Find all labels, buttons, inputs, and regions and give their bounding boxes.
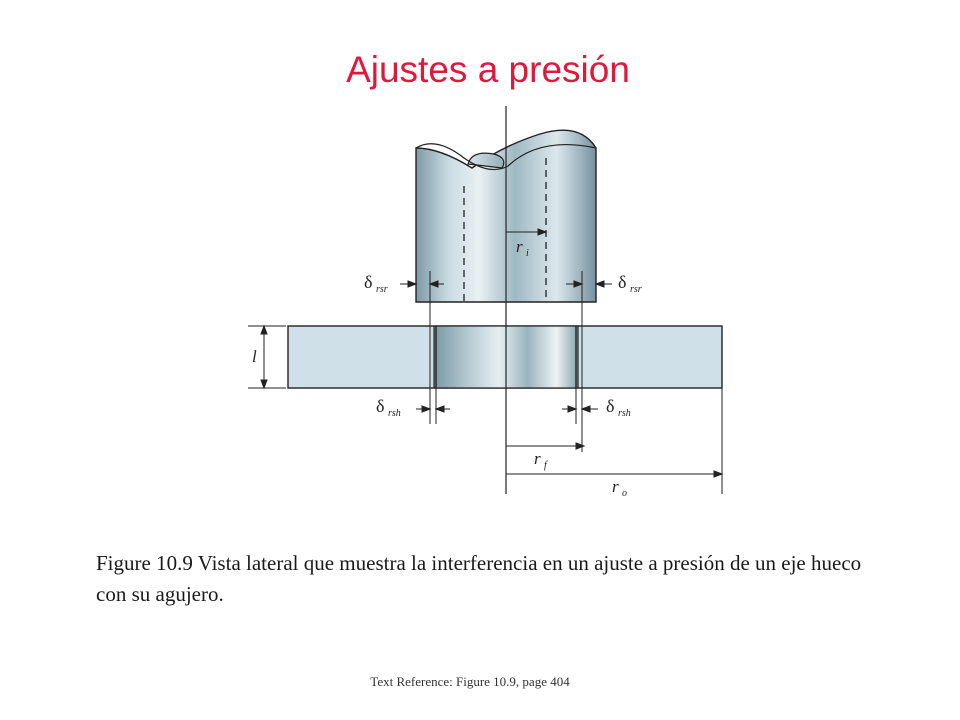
delta-hole-right-label: δ bbox=[606, 396, 615, 416]
ri-sub: i bbox=[526, 248, 529, 259]
delta-hole-right-sub: rsh bbox=[618, 408, 631, 419]
delta-hole-left-label: δ bbox=[376, 396, 385, 416]
delta-hole-left-sub: rsh bbox=[388, 408, 401, 419]
figure-caption: Figure 10.9 Vista lateral que muestra la interferencia en un ajuste a presión de un eje hueco con su agujero. bbox=[96, 551, 862, 606]
ri-label: r bbox=[516, 237, 523, 256]
press-fit-svg bbox=[240, 106, 740, 498]
text-reference: Text Reference: Figure 10.9, page 404 bbox=[370, 674, 570, 689]
rf-label: r bbox=[534, 449, 541, 468]
ro-sub: o bbox=[622, 488, 627, 498]
delta-shaft-right-label: δ bbox=[618, 272, 627, 292]
press-fit-diagram bbox=[240, 106, 740, 498]
rf-sub: f bbox=[544, 460, 547, 471]
delta-shaft-left-sub: rsr bbox=[376, 284, 388, 295]
thickness-label: l bbox=[252, 347, 257, 366]
slide-title: Ajustes a presión bbox=[346, 49, 630, 90]
delta-shaft-left-label: δ bbox=[364, 272, 373, 292]
hub-plate bbox=[288, 326, 722, 388]
delta-shaft-right-sub: rsr bbox=[630, 284, 642, 295]
rf-dimension bbox=[506, 424, 584, 452]
ro-label: r bbox=[612, 477, 619, 496]
hole-interference-lines bbox=[416, 388, 598, 424]
